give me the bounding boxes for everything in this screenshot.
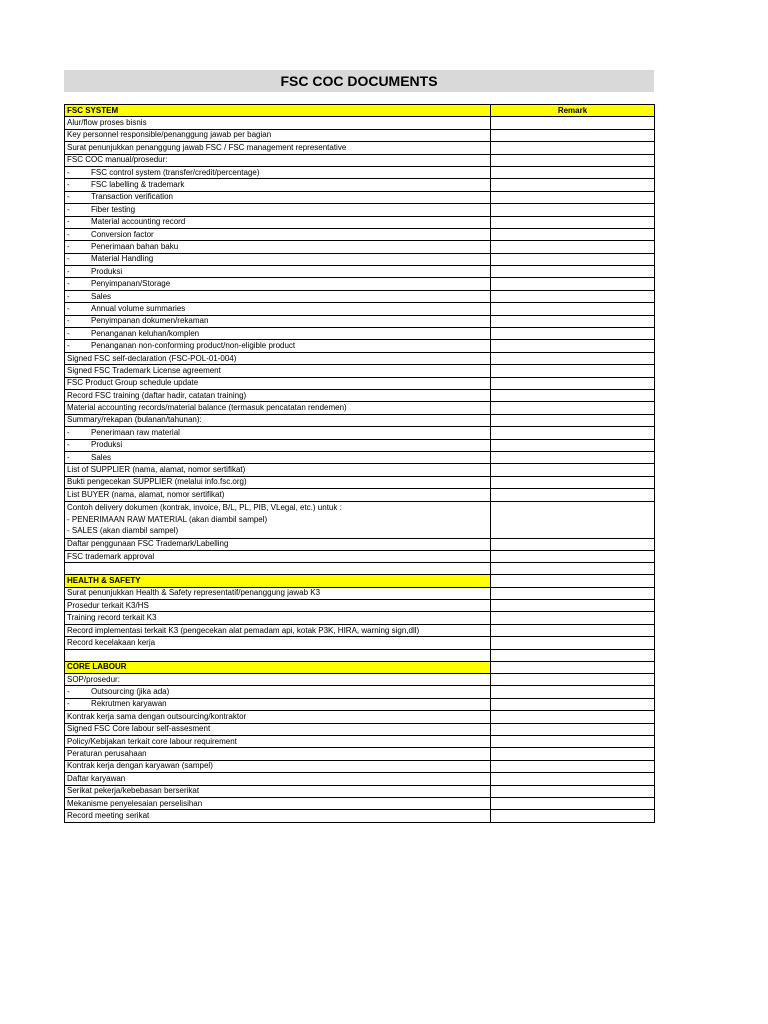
remark-cell — [491, 365, 655, 377]
table-row — [65, 501, 655, 538]
document-cell: Material accounting records/material balance (termasuk pencatatan rendemen) — [65, 402, 491, 414]
remark-cell — [491, 760, 655, 772]
table-row — [65, 439, 655, 451]
document-cell: FSC COC manual/prosedur: — [65, 154, 491, 166]
remark-cell — [491, 464, 655, 476]
remark-cell — [491, 600, 655, 612]
document-cell: Prosedur terkait K3/HS — [65, 600, 491, 612]
table-row — [65, 315, 655, 327]
document-cell: Serikat pekerja/kebebasan berserikat — [65, 785, 491, 797]
document-cell: Training record terkait K3 — [65, 612, 491, 624]
sub-item-marker: - — [67, 440, 70, 450]
remark-cell — [491, 439, 655, 451]
document-cell: Mekanisme penyelesaian perselisihan — [65, 797, 491, 809]
table-row — [65, 735, 655, 747]
remark-cell — [491, 278, 655, 290]
document-cell — [65, 216, 491, 228]
table-row — [65, 191, 655, 203]
document-cell: FSC trademark approval — [65, 550, 491, 562]
remark-cell — [491, 389, 655, 401]
remark-cell — [491, 674, 655, 686]
table-row — [65, 711, 655, 723]
document-cell: Surat penunjukkan Health & Safety representatif/penanggung jawab K3 — [65, 587, 491, 599]
sub-item-marker: - — [67, 291, 70, 301]
remark-cell — [491, 290, 655, 302]
sub-item-marker: - — [67, 167, 70, 177]
document-cell: Surat penunjukkan penanggung jawab FSC / FSC management representative — [65, 142, 491, 154]
table-row — [65, 389, 655, 401]
table-row — [65, 489, 655, 501]
remark-cell — [491, 785, 655, 797]
remark-cell — [491, 686, 655, 698]
table-row — [65, 365, 655, 377]
table-row — [65, 166, 655, 178]
remark-cell — [491, 166, 655, 178]
table-row — [65, 686, 655, 698]
table-row — [65, 352, 655, 364]
table-row — [65, 476, 655, 488]
table-row — [65, 723, 655, 735]
table-row — [65, 241, 655, 253]
remark-cell — [491, 624, 655, 636]
table-row — [65, 278, 655, 290]
sub-item-label: Penerimaan raw material — [91, 427, 180, 437]
remark-cell — [491, 773, 655, 785]
document-cell — [65, 191, 491, 203]
sub-item-marker: - — [67, 217, 70, 227]
section-header-row — [65, 661, 655, 673]
table-row — [65, 427, 655, 439]
sub-item-label: Penanganan keluhan/komplen — [91, 328, 200, 338]
document-cell: Kontrak kerja dengan karyawan (sampel) — [65, 760, 491, 772]
sub-item-marker: - — [67, 452, 70, 462]
document-cell — [65, 204, 491, 216]
remark-cell — [491, 550, 655, 562]
remark-cell — [491, 427, 655, 439]
table-row — [65, 328, 655, 340]
section-header-row — [65, 105, 655, 117]
table-row — [65, 142, 655, 154]
remark-cell — [491, 377, 655, 389]
remark-cell — [491, 129, 655, 141]
table-row — [65, 538, 655, 550]
document-cell — [65, 427, 491, 439]
table-row — [65, 810, 655, 822]
table-row — [65, 377, 655, 389]
sub-item-label: Produksi — [91, 266, 123, 276]
table-row — [65, 464, 655, 476]
sub-item-marker: - — [67, 254, 70, 264]
remark-cell — [491, 241, 655, 253]
remark-cell — [491, 154, 655, 166]
document-cell — [65, 253, 491, 265]
remark-cell — [491, 698, 655, 710]
table-row — [65, 154, 655, 166]
remark-cell — [491, 340, 655, 352]
table-row — [65, 797, 655, 809]
remark-cell — [491, 637, 655, 649]
document-cell: Record kecelakaan kerja — [65, 637, 491, 649]
remark-cell — [491, 253, 655, 265]
sub-item-label: Transaction verification — [91, 192, 173, 202]
document-cell — [65, 290, 491, 302]
table-row — [65, 290, 655, 302]
document-cell: Record implementasi terkait K3 (pengecekan alat pemadam api, kotak P3K, HIRA, warning sign,dll) — [65, 624, 491, 636]
documents-table — [64, 104, 655, 823]
document-cell — [65, 315, 491, 327]
document-cell: FSC Product Group schedule update — [65, 377, 491, 389]
remark-cell — [491, 476, 655, 488]
blank-row — [65, 563, 655, 575]
table-row — [65, 674, 655, 686]
table-row — [65, 414, 655, 426]
table-row — [65, 698, 655, 710]
document-cell: Alur/flow proses bisnis — [65, 117, 491, 129]
document-cell: Summary/rekapan (bulanan/tahunan): — [65, 414, 491, 426]
remark-cell — [491, 563, 655, 575]
document-cell: Signed FSC Trademark License agreement — [65, 365, 491, 377]
remark-cell — [491, 216, 655, 228]
document-cell: Daftar karyawan — [65, 773, 491, 785]
remark-cell — [491, 810, 655, 822]
document-cell: SOP/prosedur: — [65, 674, 491, 686]
sub-item-marker: - — [67, 316, 70, 326]
blank-row — [65, 649, 655, 661]
sub-item-marker: - — [67, 180, 70, 190]
remark-cell — [491, 204, 655, 216]
cell-line: - PENERIMAAN RAW MATERIAL (akan diambil sampel) — [67, 514, 268, 524]
document-cell — [65, 649, 491, 661]
remark-cell — [491, 612, 655, 624]
remark-cell — [491, 489, 655, 501]
sub-item-marker: - — [67, 699, 70, 709]
table-row — [65, 760, 655, 772]
remark-cell — [491, 315, 655, 327]
sub-item-marker: - — [67, 279, 70, 289]
document-cell: Signed FSC self-declaration (FSC-POL-01-004) — [65, 352, 491, 364]
remark-cell — [491, 711, 655, 723]
remark-cell — [491, 797, 655, 809]
document-cell — [65, 241, 491, 253]
document-cell — [65, 451, 491, 463]
table-row — [65, 266, 655, 278]
document-cell — [65, 166, 491, 178]
sub-item-label: Fiber testing — [91, 204, 136, 214]
cell-line: - SALES (akan diambil sampel) — [67, 526, 179, 536]
document-cell: Bukti pengecekan SUPPLIER (melalui info.fsc.org) — [65, 476, 491, 488]
remark-cell — [491, 575, 655, 587]
sub-item-label: Penyimpanan dokumen/rekaman — [91, 316, 209, 326]
section-title: CORE LABOUR — [65, 661, 491, 673]
sub-item-label: Sales — [91, 452, 112, 462]
table-row — [65, 117, 655, 129]
sub-item-label: Material Handling — [91, 254, 154, 264]
table-row — [65, 228, 655, 240]
document-cell: Daftar penggunaan FSC Trademark/Labelling — [65, 538, 491, 550]
remark-cell — [491, 303, 655, 315]
document-cell — [65, 686, 491, 698]
table-row — [65, 785, 655, 797]
remark-cell — [491, 723, 655, 735]
sub-item-label: Penanganan non-conforming product/non-eligible product — [91, 341, 296, 351]
sub-item-label: Annual volume summaries — [91, 303, 186, 313]
sub-item-marker: - — [67, 427, 70, 437]
table-row — [65, 773, 655, 785]
remark-cell — [491, 191, 655, 203]
sub-item-label: Produksi — [91, 440, 123, 450]
sub-item-marker: - — [67, 341, 70, 351]
sub-item-marker: - — [67, 229, 70, 239]
document-cell — [65, 179, 491, 191]
document-cell — [65, 328, 491, 340]
document-cell — [65, 303, 491, 315]
remark-cell — [491, 451, 655, 463]
sub-item-label: Conversion factor — [91, 229, 154, 239]
section-header-row — [65, 575, 655, 587]
table-row — [65, 451, 655, 463]
remark-cell — [491, 179, 655, 191]
table-row — [65, 612, 655, 624]
table-row — [65, 600, 655, 612]
document-cell — [65, 278, 491, 290]
sub-item-marker: - — [67, 204, 70, 214]
document-cell — [65, 228, 491, 240]
document-cell: Policy/Kebijakan terkait core labour requirement — [65, 735, 491, 747]
remark-cell — [491, 402, 655, 414]
document-cell — [65, 439, 491, 451]
documents-table-body — [65, 105, 655, 823]
remark-cell — [491, 649, 655, 661]
document-cell: Signed FSC Core labour self-assesment — [65, 723, 491, 735]
sub-item-marker: - — [67, 266, 70, 276]
sub-item-marker: - — [67, 687, 70, 697]
remark-cell — [491, 501, 655, 538]
table-row — [65, 748, 655, 760]
remark-cell — [491, 117, 655, 129]
document-cell — [65, 266, 491, 278]
table-row — [65, 550, 655, 562]
remark-cell — [491, 748, 655, 760]
document-cell: Peraturan perusahaan — [65, 748, 491, 760]
section-title: FSC SYSTEM — [65, 105, 491, 117]
table-row — [65, 129, 655, 141]
document-cell: Record meeting serikat — [65, 810, 491, 822]
table-row — [65, 204, 655, 216]
sub-item-label: Outsourcing (jika ada) — [91, 687, 170, 697]
sub-item-label: Rekrutmen karyawan — [91, 699, 167, 709]
sub-item-marker: - — [67, 241, 70, 251]
sub-item-label: FSC control system (transfer/credit/percentage) — [91, 167, 260, 177]
table-row — [65, 402, 655, 414]
remark-cell — [491, 538, 655, 550]
table-row — [65, 587, 655, 599]
document-cell: List of SUPPLIER (nama, alamat, nomor sertifikat) — [65, 464, 491, 476]
remark-cell — [491, 661, 655, 673]
document-cell — [65, 698, 491, 710]
remark-cell — [491, 228, 655, 240]
remark-cell — [491, 266, 655, 278]
remark-cell — [491, 352, 655, 364]
remark-cell — [491, 414, 655, 426]
sub-item-label: Penerimaan bahan baku — [91, 241, 179, 251]
remark-header: Remark — [491, 105, 655, 117]
sub-item-label: Material accounting record — [91, 217, 186, 227]
document-title: FSC COC DOCUMENTS — [64, 70, 654, 92]
document-cell — [65, 563, 491, 575]
table-row — [65, 303, 655, 315]
remark-cell — [491, 735, 655, 747]
sub-item-label: Penyimpanan/Storage — [91, 279, 171, 289]
table-row — [65, 624, 655, 636]
sub-item-marker: - — [67, 192, 70, 202]
document-cell: Kontrak kerja sama dengan outsourcing/kontraktor — [65, 711, 491, 723]
remark-cell — [491, 142, 655, 154]
table-row — [65, 179, 655, 191]
cell-line: Contoh delivery dokumen (kontrak, invoice, B/L, PL, PIB, VLegal, etc.) untuk : — [67, 503, 342, 513]
sub-item-marker: - — [67, 303, 70, 313]
sub-item-marker: - — [67, 328, 70, 338]
document-cell — [65, 340, 491, 352]
remark-cell — [491, 328, 655, 340]
table-row — [65, 216, 655, 228]
section-title: HEALTH & SAFETY — [65, 575, 491, 587]
table-row — [65, 637, 655, 649]
document-cell: Record FSC training (daftar hadir, catatan training) — [65, 389, 491, 401]
sub-item-label: Sales — [91, 291, 112, 301]
document-cell: List BUYER (nama, alamat, nomor sertifikat) — [65, 489, 491, 501]
table-row — [65, 253, 655, 265]
sub-item-label: FSC labelling & trademark — [91, 180, 185, 190]
document-cell — [65, 501, 491, 538]
remark-cell — [491, 587, 655, 599]
document-cell: Key personnel responsible/penanggung jawab per bagian — [65, 129, 491, 141]
table-row — [65, 340, 655, 352]
